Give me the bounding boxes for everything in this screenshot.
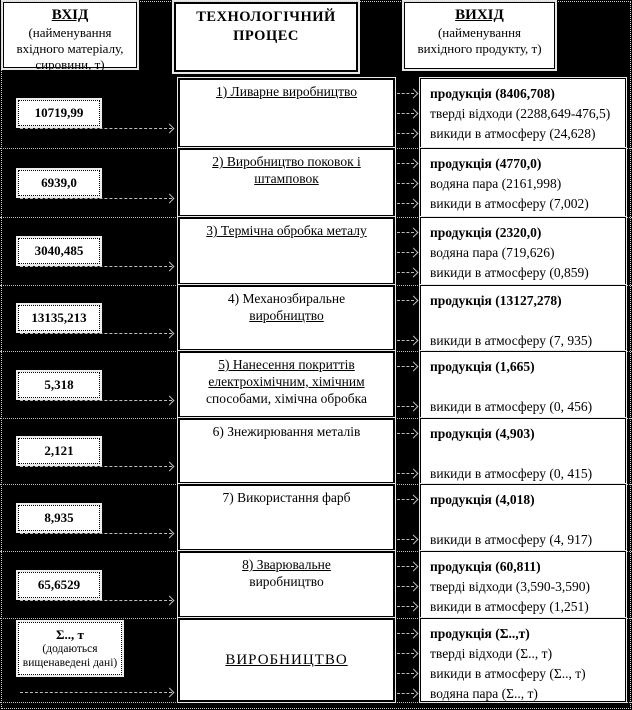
input-to-process-arrow-icon bbox=[20, 466, 172, 467]
output-line: викиди в атмосферу (Σ.., т) bbox=[430, 666, 586, 681]
input-amount-value: 3040,485 bbox=[34, 243, 84, 258]
arrow-right-icon bbox=[165, 688, 175, 698]
output-line: продукція (1,665) bbox=[430, 359, 535, 374]
flow-row bbox=[0, 78, 632, 148]
process-label-line: ВИРОБНИЦТВО bbox=[225, 651, 348, 668]
output-line: викиди в атмосферу (7, 935) bbox=[430, 333, 593, 348]
flow-row bbox=[0, 551, 632, 618]
arrow-right-icon bbox=[165, 529, 175, 539]
output-box bbox=[420, 148, 626, 217]
process-label bbox=[180, 553, 393, 590]
arrow-right-icon bbox=[409, 89, 419, 99]
output-line: продукція (Σ..,т) bbox=[430, 626, 530, 641]
arrow-right-icon bbox=[409, 228, 419, 238]
output-line: тверді відходи (Σ.., т) bbox=[430, 646, 553, 661]
input-amount-value: 6939,0 bbox=[41, 175, 77, 190]
output-line: водяна пара (2161,998) bbox=[430, 176, 562, 191]
input-amount-value: 65,6529 bbox=[37, 577, 81, 592]
input-amount-box bbox=[18, 372, 100, 398]
input-to-process-arrow-icon bbox=[20, 198, 172, 199]
process-label-line: виробництво bbox=[249, 574, 324, 589]
input-header-subtitle: (найменування вхідного матеріалу, сировини, т) bbox=[16, 25, 124, 72]
process-label bbox=[180, 219, 393, 239]
output-line bbox=[430, 311, 625, 331]
output-line: викиди в атмосферу (0, 456) bbox=[430, 399, 593, 414]
input-amount-value: 13135,213 bbox=[31, 310, 87, 325]
process-label-line: 8) Зварювальне bbox=[242, 557, 331, 572]
output-line bbox=[430, 510, 625, 530]
process-label bbox=[180, 150, 393, 187]
arrow-right-icon bbox=[409, 296, 419, 306]
input-amount-box bbox=[18, 572, 100, 598]
flow-row bbox=[0, 217, 632, 285]
input-header-title: ВХІД bbox=[51, 7, 89, 23]
arrow-right-icon bbox=[409, 129, 419, 139]
arrow-right-icon bbox=[409, 689, 419, 699]
process-label-line: 3) Термічна обробка металу bbox=[206, 223, 367, 238]
arrow-right-icon bbox=[409, 248, 419, 258]
output-line: продукція (2320,0) bbox=[430, 225, 542, 240]
process-label-line: 6) Знежирювання металів bbox=[212, 424, 361, 439]
arrow-right-icon bbox=[409, 362, 419, 372]
input-to-process-arrow-icon bbox=[20, 400, 172, 401]
input-amount-box bbox=[18, 305, 100, 331]
process-label bbox=[180, 486, 393, 506]
output-box bbox=[420, 484, 626, 551]
process-label-line: 7) Використання фарб bbox=[222, 490, 351, 505]
flow-row bbox=[0, 618, 632, 702]
output-line: викиди в атмосферу (24,628) bbox=[430, 126, 596, 141]
process-label-line: 2) Виробництво поковок і bbox=[212, 154, 361, 169]
arrow-right-icon bbox=[165, 329, 175, 339]
process-box bbox=[178, 551, 395, 618]
input-amount-box bbox=[18, 622, 122, 675]
output-header-subtitle: (найменування вихідного продукту, т) bbox=[417, 25, 542, 56]
arrow-right-icon bbox=[165, 124, 175, 134]
process-header-title: ТЕХНОЛОГІЧНИЙ ПРОЦЕС bbox=[196, 9, 336, 44]
input-column-header bbox=[3, 2, 137, 72]
process-box bbox=[178, 351, 395, 418]
process-label-line: електрохімічним, хімічним bbox=[208, 374, 365, 389]
input-amount-box bbox=[18, 238, 100, 264]
process-label-line: 5) Нанесення покриттів bbox=[218, 357, 355, 372]
output-box bbox=[420, 351, 626, 418]
output-line: викиди в атмосферу (1,251) bbox=[430, 599, 589, 614]
input-to-process-arrow-icon bbox=[20, 533, 172, 534]
process-column-header bbox=[174, 2, 358, 72]
process-label bbox=[180, 353, 393, 407]
process-label-line: способами, хімічна обробка bbox=[206, 391, 367, 406]
input-amount-value: 8,935 bbox=[44, 510, 74, 525]
arrow-right-icon bbox=[409, 109, 419, 119]
input-amount-note: (додаються вищенаведені дані) bbox=[22, 643, 118, 669]
input-to-process-arrow-icon bbox=[20, 333, 172, 334]
output-line: продукція (4770,0) bbox=[430, 156, 542, 171]
input-amount-value: 2,121 bbox=[44, 443, 74, 458]
output-line: тверді відходи (2288,649-476,5) bbox=[430, 106, 611, 121]
input-amount-value: 10719,99 bbox=[34, 105, 84, 120]
output-line: продукція (60,811) bbox=[430, 559, 541, 574]
process-box bbox=[178, 484, 395, 551]
output-line: продукція (4,903) bbox=[430, 426, 535, 441]
output-line: водяна пара (719,626) bbox=[430, 245, 555, 260]
arrow-right-icon bbox=[409, 582, 419, 592]
arrow-right-icon bbox=[165, 596, 175, 606]
process-label bbox=[180, 287, 393, 324]
arrow-right-icon bbox=[409, 268, 419, 278]
arrow-right-icon bbox=[409, 495, 419, 505]
arrow-right-icon bbox=[165, 396, 175, 406]
arrow-right-icon bbox=[409, 649, 419, 659]
arrow-right-icon bbox=[409, 402, 419, 412]
output-box bbox=[420, 78, 626, 148]
flow-row bbox=[0, 351, 632, 418]
arrow-right-icon bbox=[409, 669, 419, 679]
process-box bbox=[178, 217, 395, 285]
input-to-process-arrow-icon bbox=[20, 692, 172, 693]
output-line bbox=[430, 444, 625, 464]
process-box bbox=[178, 418, 395, 484]
flow-rows bbox=[0, 78, 632, 702]
arrow-right-icon bbox=[409, 199, 419, 209]
process-label bbox=[180, 420, 393, 440]
output-line: тверді відходи (3,590-3,590) bbox=[430, 579, 591, 594]
input-amount-box bbox=[18, 100, 100, 126]
input-amount-value: Σ.., т bbox=[56, 627, 84, 642]
output-line: викиди в атмосферу (0, 415) bbox=[430, 466, 593, 481]
flow-row bbox=[0, 148, 632, 217]
process-box bbox=[178, 78, 395, 148]
output-box bbox=[420, 285, 626, 351]
arrow-right-icon bbox=[409, 562, 419, 572]
input-amount-box bbox=[18, 505, 100, 531]
arrow-right-icon bbox=[409, 469, 419, 479]
process-label-line: 1) Ливарне виробництво bbox=[215, 84, 358, 99]
output-box bbox=[420, 551, 626, 618]
arrow-right-icon bbox=[409, 535, 419, 545]
output-line bbox=[430, 377, 625, 397]
output-line: водяна пара (Σ.., т) bbox=[430, 686, 538, 701]
input-amount-box bbox=[18, 438, 100, 464]
process-label bbox=[180, 80, 393, 100]
flow-row bbox=[0, 484, 632, 551]
process-label bbox=[225, 652, 347, 669]
output-line: продукція (4,018) bbox=[430, 492, 535, 507]
input-to-process-arrow-icon bbox=[20, 266, 172, 267]
process-label-line: штамповок bbox=[254, 171, 319, 186]
flow-row bbox=[0, 285, 632, 351]
arrow-right-icon bbox=[165, 194, 175, 204]
output-box bbox=[420, 618, 626, 702]
output-box bbox=[420, 217, 626, 285]
output-line: викиди в атмосферу (7,002) bbox=[430, 196, 589, 211]
output-box bbox=[420, 418, 626, 484]
output-column-header bbox=[404, 2, 555, 69]
arrow-right-icon bbox=[409, 429, 419, 439]
process-label-line: 4) Механозбиральне bbox=[227, 291, 346, 306]
output-line: продукція (8406,708) bbox=[430, 86, 555, 101]
output-line: викиди в атмосферу (4, 917) bbox=[430, 532, 593, 547]
flow-row bbox=[0, 418, 632, 484]
input-amount-box bbox=[18, 170, 100, 196]
output-header-title: ВИХІД bbox=[455, 7, 504, 23]
output-line: викиди в атмосферу (0,859) bbox=[430, 265, 589, 280]
arrow-right-icon bbox=[409, 159, 419, 169]
process-box bbox=[178, 618, 395, 702]
arrow-right-icon bbox=[165, 462, 175, 472]
input-to-process-arrow-icon bbox=[20, 600, 172, 601]
process-label-line: виробництво bbox=[249, 308, 324, 323]
output-line: продукція (13127,278) bbox=[430, 293, 562, 308]
arrow-right-icon bbox=[409, 629, 419, 639]
arrow-right-icon bbox=[165, 262, 175, 272]
arrow-right-icon bbox=[409, 336, 419, 346]
process-box bbox=[178, 148, 395, 217]
input-amount-value: 5,318 bbox=[44, 377, 74, 392]
process-box bbox=[178, 285, 395, 351]
arrow-right-icon bbox=[409, 602, 419, 612]
arrow-right-icon bbox=[409, 179, 419, 189]
input-to-process-arrow-icon bbox=[20, 128, 172, 129]
